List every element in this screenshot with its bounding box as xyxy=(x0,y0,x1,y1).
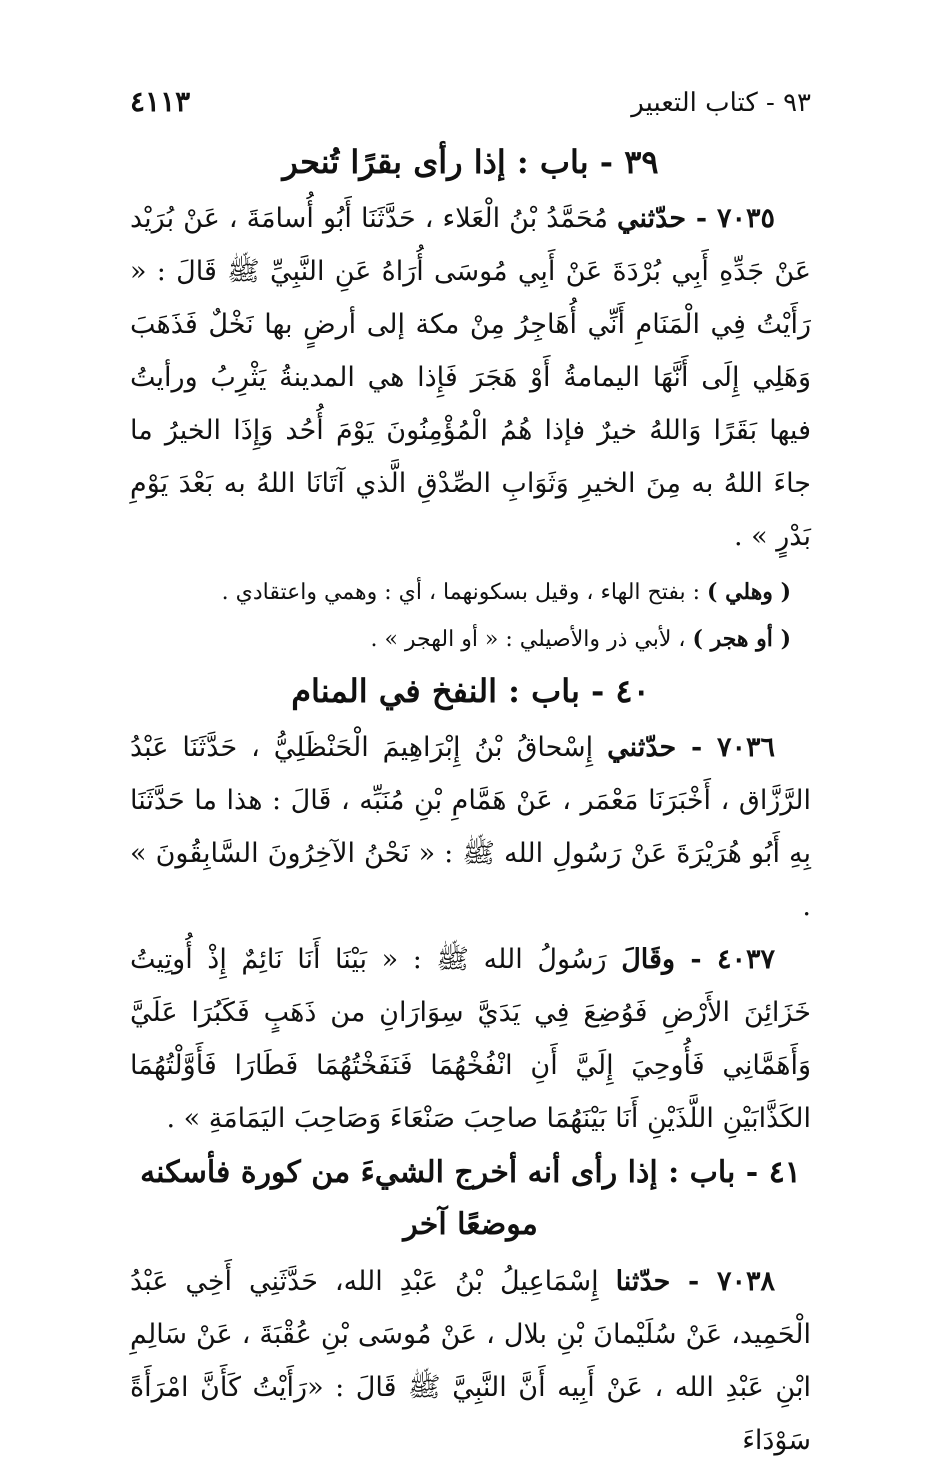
hadith-paragraph xyxy=(130,1255,811,1467)
hadith-text: رَسُولُ الله ﷺ : « بَيْنَا أَنَا نَائِمٌ إِذْ أُوتِيتُ خَزَائِنَ الأَرْضِ فَوُضِعَ فِي يَدَيَّ سِوَارَانِ من ذَهَبٍ فَكَبُرَا عَلَيَّ وَأَهَمَّانِي فَأُوحِيَ إِلَيَّ أَنِ انْفُخْهُمَا فَنَفَخْتُهُمَا فَطَارَا فَأَوَّلْتُهُمَا الكَذَّابَيْنِ اللَّذَيْنِ أَنَا بَيْنَهُمَا صاحِبَ صَنْعَاءَ وَصَاحِبَ اليَمَامَةِ » . xyxy=(130,944,811,1134)
footnote-text: : بفتح الهاء ، وقيل بسكونهما ، أي : وهمي واعتقادي . xyxy=(221,580,708,605)
footnote xyxy=(130,616,811,663)
hadith-text: إِسْمَاعِيلُ بْنُ عَبْدِ الله، حَدَّثَنِي أَخِي عَبْدُ الْحَمِيد، عَنْ سُلَيْمانَ بْنِ بلال ، عَنْ مُوسَى بْنِ عُقْبَةَ ، عَنْ سَالِمِ ابْنِ عَبْدِ الله ، عَنْ أَبِيه أَنَّ النَّبِيَّ ﷺ قَالَ : «رَأَيْتُ كَأَنَّ امْرَأَةً سَوْدَاءَ xyxy=(130,1266,811,1456)
section-heading: ٣٩ - باب : إذا رأى بقرًا تُنحر xyxy=(282,143,659,181)
hadith-lead: ٧٠٣٥ - حدّثني xyxy=(617,203,775,234)
hadith-paragraph xyxy=(130,933,811,1145)
page-number: ٤١١٣ xyxy=(130,85,191,118)
footnote-text: ، لأبي ذر والأصيلي : « أو الهجر » . xyxy=(370,627,693,652)
footnote-term: ( أو هجر ) xyxy=(692,626,791,652)
hadith-lead: ٤٠٣٧ - وقَالَ xyxy=(621,944,775,975)
chapter-title: ٩٣ - كتاب التعبير xyxy=(631,88,811,118)
hadith-paragraph xyxy=(130,721,811,933)
section-heading: ٤١ - باب : إذا رأى أنه أخرج الشيءَ من كورة فأسكنه موضعًا آخر xyxy=(140,1155,801,1242)
footnote-term: ( وهلي ) xyxy=(707,579,791,605)
hadith-paragraph xyxy=(130,192,811,563)
section-heading: ٤٠ - باب : النفخ في المنام xyxy=(291,672,650,710)
hadith-lead: ٧٠٣٨ - حدّثنا xyxy=(615,1266,775,1297)
hadith-text: مُحَمَّدُ بْنُ الْعَلاء ، حَدَّثَنَا أَبُو أُسامَةَ ، عَنْ بُرَيْد عَنْ جَدِّهِ أَبِي بُرْدَةَ عَنْ أَبِي مُوسَى أُرَاهُ عَنِ النَّبِيِّ ﷺ قَالَ : « رَأَيْتُ فِي الْمَنَامِ أَنِّي أُهَاجِرُ مِنْ مكة إلى أرضٍ بها نَخْلٌ فَذَهَبَ وَهَلِي إِلَى أَنَّهَا اليمامةُ أَوْ هَجَرَ فَإِذا هي المدينةُ يَثْرِبُ ورأيتُ فيها بَقَرًا وَاللهُ خيرٌ فإذا هُمُ الْمُؤْمِنُونَ يَوْمَ أُحُد وَإِذَا الخيرُ ما جاءَ اللهُ به مِنَ الخيرِ وَثَوَابِ الصِّدْقِ الَّذي آتَانَا اللهُ به بَعْدَ يَوْمِ بَدْرٍ » . xyxy=(130,203,811,552)
hadith-text: إِسْحاقُ بْنُ إِبْرَاهِيمَ الْحَنْظَلِيُّ ، حَدَّثَنَا عَبْدُ الرَّزَّاق ، أَخْبَرَنَا مَعْمَر ، عَنْ هَمَّامِ بْنِ مُنَبِّه ، قَالَ : هذا ما حَدَّثَنَا بِهِ أَبُو هُرَيْرَةَ عَنْ رَسُولِ الله ﷺ : « نَحْنُ الآخِرُونَ السَّابِقُونَ » . xyxy=(130,732,811,922)
hadith-lead: ٧٠٣٦ - حدّثني xyxy=(607,732,775,763)
page-header xyxy=(130,82,811,126)
footnote xyxy=(130,569,811,616)
